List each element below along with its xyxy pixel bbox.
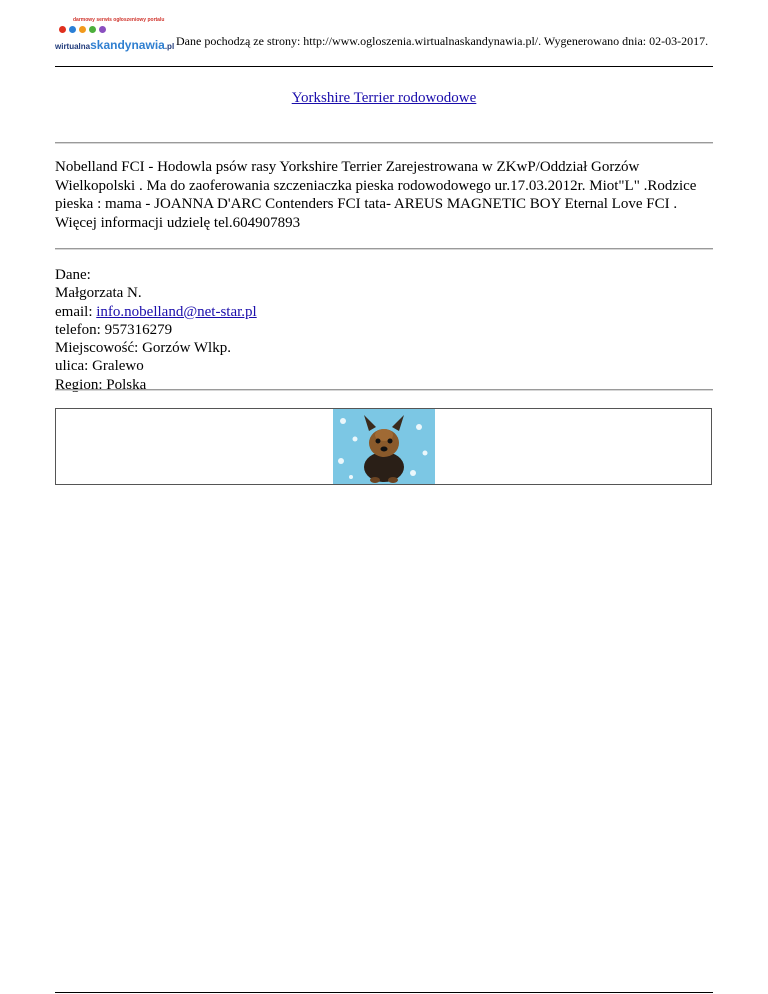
photo-gallery — [55, 408, 712, 485]
contact-block — [55, 266, 713, 394]
contact-phone-row — [55, 321, 713, 339]
contact-city-row — [55, 339, 713, 357]
contact-heading: Dane: — [55, 267, 91, 283]
city-value: Gorzów Wlkp. — [142, 340, 231, 357]
street-label: ulica: — [55, 358, 89, 375]
region-label: Region: — [55, 376, 103, 393]
contact-name: Małgorzata N. — [55, 285, 142, 302]
listing-title-link[interactable]: Yorkshire Terrier rodowodowe — [291, 90, 477, 106]
red-dot-icon — [59, 26, 66, 33]
logo-word-part2: skandynawia — [90, 38, 165, 52]
blue-dot-icon — [69, 26, 76, 33]
phone-value: 957316279 — [104, 321, 173, 338]
contact-region-row — [55, 376, 713, 394]
contact-email-row — [55, 303, 713, 321]
page-header — [55, 14, 713, 66]
yorkshire-puppy-icon — [333, 409, 435, 484]
email-link[interactable]: info.nobelland@net-star.pl — [96, 303, 257, 320]
source-note: Dane pochodzą ze strony: http://www.ogloszenia.wirtualnaskandynawia.pl/. Wygenerowano dnia: 02-03-2017. — [176, 34, 709, 48]
header-divider — [55, 66, 713, 67]
region-value: Polska — [106, 376, 147, 393]
site-logo[interactable] — [55, 14, 175, 54]
listing-description: Nobelland FCI - Hodowla psów rasy Yorkshire Terrier Zarejestrowana w ZKwP/Oddział Gorzów Wielkopolski . Ma do zaoferowania szczeniaczka pieska rodowodowego ur.17.03.2012r. Miot"L" .Rodzice pieska : mama - JOANNA D'ARC Contenders FCI tata- AREUS MAGNETIC BOY Eternal Love FCI . Więcej informacji udzielę tel.604907893 — [55, 159, 697, 231]
contact-divider — [55, 389, 713, 391]
listing-title — [55, 90, 713, 107]
description-divider — [55, 248, 713, 250]
logo-dots-icon — [59, 26, 106, 33]
footer-divider — [55, 992, 713, 993]
logo-tagline: darmowy serwis ogłoszeniowy portalu — [73, 17, 165, 23]
logo-word-part1: wirtualna — [55, 42, 91, 51]
email-label: email: — [55, 303, 93, 320]
logo-word-part3: .pl — [164, 42, 175, 51]
city-label: Miejscowość: — [55, 340, 139, 357]
contact-street-row — [55, 357, 713, 375]
orange-dot-icon — [79, 26, 86, 33]
green-dot-icon — [89, 26, 96, 33]
logo-wordmark — [55, 37, 174, 53]
street-value: Gralewo — [92, 358, 144, 375]
puppy-photo[interactable] — [333, 409, 435, 484]
phone-label: telefon: — [55, 321, 101, 338]
title-divider — [55, 142, 713, 144]
purple-dot-icon — [99, 26, 106, 33]
